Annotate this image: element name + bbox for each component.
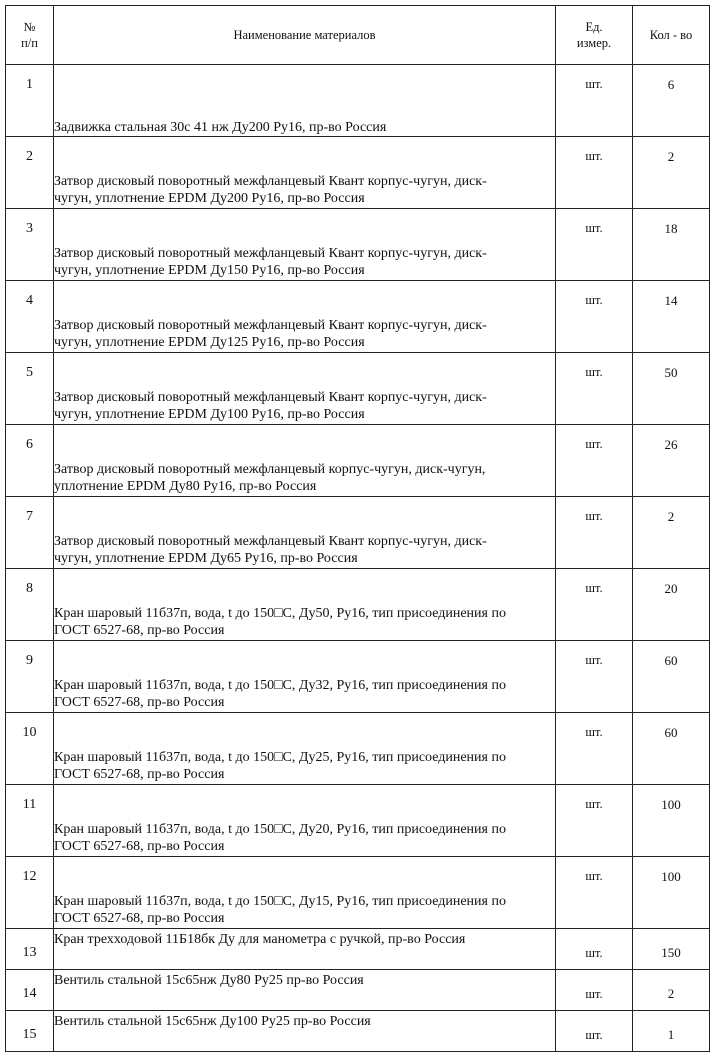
- row-number-cell: 15: [6, 1011, 54, 1052]
- material-name-cell: Затвор дисковый поворотный межфланцевый Квант корпус-чугун, диск- чугун, уплотнение EPDM Ду200 Ру16, пр-во Россия: [54, 137, 556, 209]
- row-number-cell: 13: [6, 929, 54, 970]
- header-num: № п/п: [6, 6, 54, 65]
- unit-cell: шт.: [556, 857, 633, 929]
- material-name-cell: Кран шаровый 11б37п, вода, t до 150□С, Ду32, Ру16, тип присоединения по ГОСТ 6527-68, пр-во Россия: [54, 641, 556, 713]
- quantity-cell: 18: [633, 209, 710, 281]
- unit-cell: шт.: [556, 1011, 633, 1052]
- unit-cell: шт.: [556, 209, 633, 281]
- material-name-cell: Кран шаровый 11б37п, вода, t до 150□С, Ду20, Ру16, тип присоединения по ГОСТ 6527-68, пр-во Россия: [54, 785, 556, 857]
- material-name-cell: Кран шаровый 11б37п, вода, t до 150□С, Ду25, Ру16, тип присоединения по ГОСТ 6527-68, пр-во Россия: [54, 713, 556, 785]
- table-row: [6, 353, 710, 425]
- row-number-cell: 2: [6, 137, 54, 209]
- quantity-cell: 100: [633, 785, 710, 857]
- row-number-cell: 5: [6, 353, 54, 425]
- table-row: [6, 137, 710, 209]
- material-name-cell: Затвор дисковый поворотный межфланцевый Квант корпус-чугун, диск- чугун, уплотнение EPDM Ду125 Ру16, пр-во Россия: [54, 281, 556, 353]
- quantity-cell: 26: [633, 425, 710, 497]
- table-row: [6, 65, 710, 137]
- unit-cell: шт.: [556, 425, 633, 497]
- table-row: [6, 281, 710, 353]
- row-number-cell: 4: [6, 281, 54, 353]
- material-name-cell: Затвор дисковый поворотный межфланцевый Квант корпус-чугун, диск- чугун, уплотнение EPDM Ду65 Ру16, пр-во Россия: [54, 497, 556, 569]
- header-unit: Ед. измер.: [556, 6, 633, 65]
- header-qty: Кол - во: [633, 6, 710, 65]
- unit-cell: шт.: [556, 929, 633, 970]
- material-name-cell: Вентиль стальной 15с65нж Ду80 Ру25 пр-во Россия: [54, 970, 556, 1011]
- row-number-cell: 10: [6, 713, 54, 785]
- row-number-cell: 6: [6, 425, 54, 497]
- table-row: [6, 785, 710, 857]
- table-row: [6, 857, 710, 929]
- table-row: [6, 641, 710, 713]
- row-number-cell: 14: [6, 970, 54, 1011]
- unit-cell: шт.: [556, 65, 633, 137]
- material-name-cell: Кран шаровый 11б37п, вода, t до 150□С, Ду50, Ру16, тип присоединения по ГОСТ 6527-68, пр-во Россия: [54, 569, 556, 641]
- quantity-cell: 60: [633, 713, 710, 785]
- table-row: [6, 713, 710, 785]
- table-row: [6, 970, 710, 1011]
- unit-cell: шт.: [556, 497, 633, 569]
- unit-cell: шт.: [556, 569, 633, 641]
- row-number-cell: 12: [6, 857, 54, 929]
- material-name-cell: Затвор дисковый поворотный межфланцевый Квант корпус-чугун, диск- чугун, уплотнение EPDM Ду150 Ру16, пр-во Россия: [54, 209, 556, 281]
- material-name-cell: Задвижка стальная 30с 41 нж Ду200 Ру16, пр-во Россия: [54, 65, 556, 137]
- unit-cell: шт.: [556, 713, 633, 785]
- material-name-cell: Кран шаровый 11б37п, вода, t до 150□С, Ду15, Ру16, тип присоединения по ГОСТ 6527-68, пр-во Россия: [54, 857, 556, 929]
- table-row: [6, 929, 710, 970]
- unit-cell: шт.: [556, 785, 633, 857]
- material-name-cell: Вентиль стальной 15с65нж Ду100 Ру25 пр-во Россия: [54, 1011, 556, 1052]
- row-number-cell: 1: [6, 65, 54, 137]
- quantity-cell: 50: [633, 353, 710, 425]
- quantity-cell: 60: [633, 641, 710, 713]
- unit-cell: шт.: [556, 281, 633, 353]
- quantity-cell: 100: [633, 857, 710, 929]
- row-number-cell: 11: [6, 785, 54, 857]
- row-number-cell: 9: [6, 641, 54, 713]
- quantity-cell: 14: [633, 281, 710, 353]
- quantity-cell: 1: [633, 1011, 710, 1052]
- table-header-row: [6, 6, 710, 65]
- table-row: [6, 497, 710, 569]
- material-name-cell: Затвор дисковый поворотный межфланцевый корпус-чугун, диск-чугун, уплотнение EPDM Ду80 Ру16, пр-во Россия: [54, 425, 556, 497]
- material-name-cell: Кран трехходовой 11Б18бк Ду для манометра с ручкой, пр-во Россия: [54, 929, 556, 970]
- unit-cell: шт.: [556, 970, 633, 1011]
- unit-cell: шт.: [556, 641, 633, 713]
- row-number-cell: 8: [6, 569, 54, 641]
- quantity-cell: 2: [633, 497, 710, 569]
- table-row: [6, 209, 710, 281]
- unit-cell: шт.: [556, 353, 633, 425]
- materials-table: [5, 5, 710, 1052]
- quantity-cell: 6: [633, 65, 710, 137]
- row-number-cell: 7: [6, 497, 54, 569]
- material-name-cell: Затвор дисковый поворотный межфланцевый Квант корпус-чугун, диск- чугун, уплотнение EPDM Ду100 Ру16, пр-во Россия: [54, 353, 556, 425]
- table-row: [6, 569, 710, 641]
- quantity-cell: 20: [633, 569, 710, 641]
- quantity-cell: 2: [633, 137, 710, 209]
- quantity-cell: 150: [633, 929, 710, 970]
- table-row: [6, 1011, 710, 1052]
- unit-cell: шт.: [556, 137, 633, 209]
- quantity-cell: 2: [633, 970, 710, 1011]
- table-row: [6, 425, 710, 497]
- row-number-cell: 3: [6, 209, 54, 281]
- header-name: Наименование материалов: [54, 6, 556, 65]
